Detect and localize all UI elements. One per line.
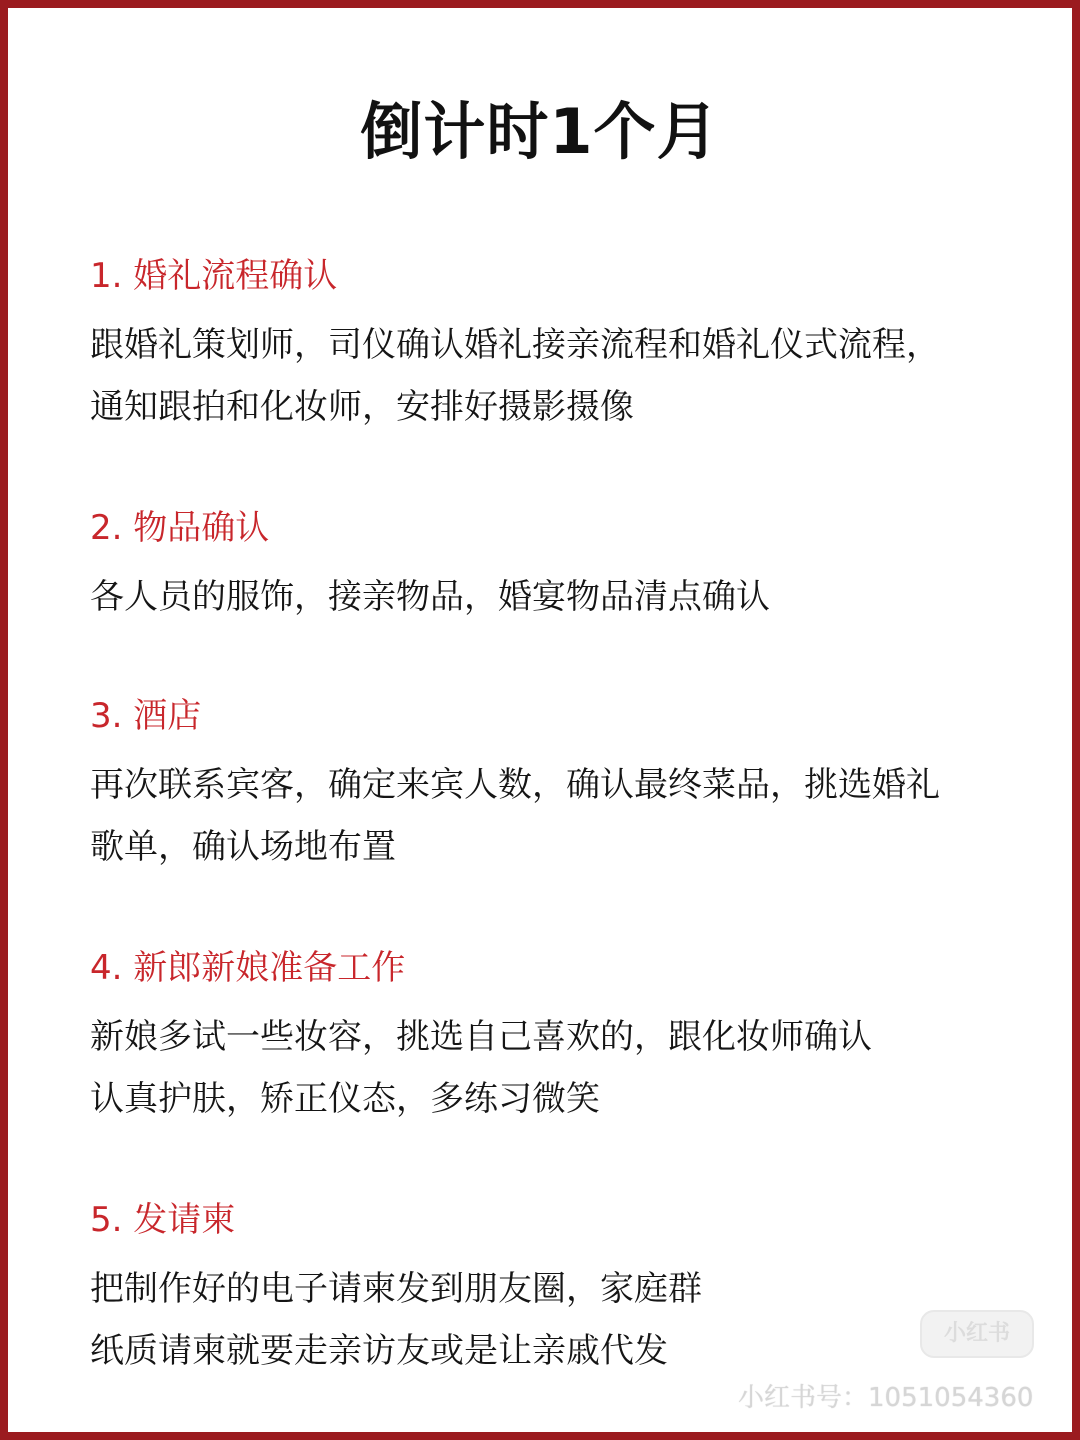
section-line: 再次联系宾客，确定来宾人数，确认最终菜品，挑选婚礼 bbox=[90, 765, 940, 805]
section-5 bbox=[90, 1198, 1010, 1382]
section-3 bbox=[90, 694, 1010, 878]
section-line: 把制作好的电子请柬发到朋友圈，家庭群 bbox=[90, 1269, 702, 1309]
section-4 bbox=[90, 946, 1010, 1130]
section-heading: 5. 发请柬 bbox=[90, 1200, 236, 1240]
section-line: 歌单，确认场地布置 bbox=[90, 827, 396, 867]
watermark-account-id: 小红书号：1051054360 bbox=[738, 1383, 1034, 1413]
section-line: 纸质请柬就要走亲访友或是让亲戚代发 bbox=[90, 1331, 668, 1371]
section-heading: 4. 新郎新娘准备工作 bbox=[90, 948, 406, 988]
section-line: 通知跟拍和化妆师，安排好摄影摄像 bbox=[90, 387, 634, 427]
page-title: 倒计时1个月 bbox=[360, 95, 720, 168]
section-line: 新娘多试一些妆容，挑选自己喜欢的，跟化妆师确认 bbox=[90, 1017, 872, 1057]
section-heading: 3. 酒店 bbox=[90, 696, 202, 736]
section-heading: 1. 婚礼流程确认 bbox=[90, 256, 338, 296]
section-line: 各人员的服饰，接亲物品，婚宴物品清点确认 bbox=[90, 577, 770, 617]
section-heading: 2. 物品确认 bbox=[90, 508, 270, 548]
section-1 bbox=[90, 254, 1010, 438]
section-2 bbox=[90, 506, 1010, 628]
watermark-logo: 小红书 bbox=[920, 1310, 1034, 1358]
section-line: 认真护肤，矫正仪态，多练习微笑 bbox=[90, 1079, 600, 1119]
section-line: 跟婚礼策划师，司仪确认婚礼接亲流程和婚礼仪式流程， bbox=[90, 325, 940, 365]
